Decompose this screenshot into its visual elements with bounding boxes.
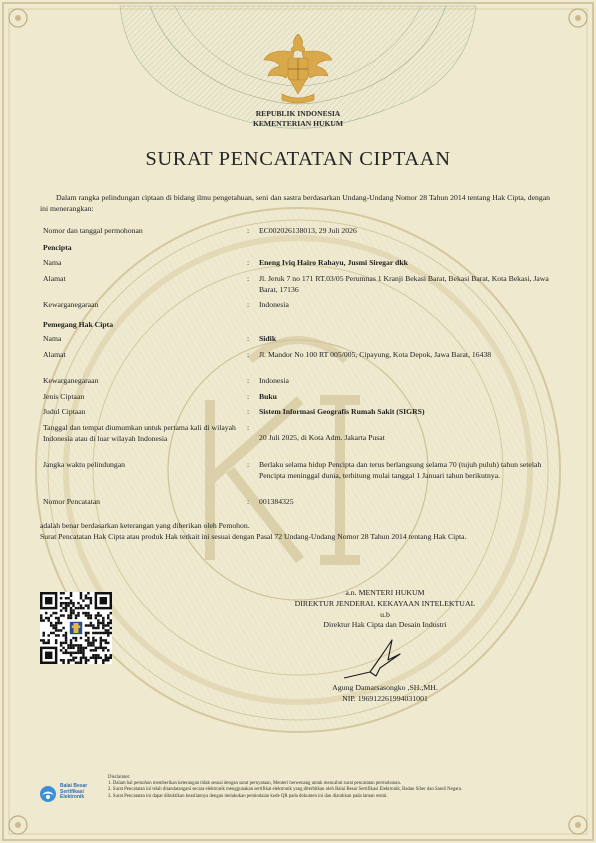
work-period-label: Jangka waktu pelindungan	[43, 460, 125, 469]
holder-nationality-value: Indonesia	[259, 376, 289, 385]
signatory-name: Agung Damarsasongko ,SH.,MH.	[332, 683, 438, 692]
document-title: SURAT PENCATATAN CIPTAAN	[145, 148, 451, 170]
note-3: 3. Surat Pencatatan ini dapat dibuktikan keasliannya dengan melakukan pemindaian kode QR pada dokumen ini dan diarahkan pada laman resmi.	[108, 793, 388, 799]
legal-basis-statement: Surat Pencatatan Hak Cipta atau produk Hak terkait ini sesuai dengan Pasal 72 Undang-Undang Nomor 28 Tahun 2014 tentang Hak Cipta.	[40, 532, 467, 541]
holder-name-value: Sidik	[259, 334, 277, 343]
signatory-nip: NIP. 196912261994031001	[342, 694, 428, 703]
signature-scribble-icon	[340, 632, 420, 682]
note-2: 2. Surat Pencatatan ini telah ditandatangani secara elektronik menggunakan sertifikat elektronik yang diterbitkan oleh Balai Besar Sertifikasi Elektronik, Badan Siber dan Sandi Negara.	[108, 787, 463, 793]
intro-paragraph: Dalam rangka pelindungan ciptaan di bidang ilmu pengetahuan, seni dan sastra berdasarkan Undang-Undang Nomor 28 Tahun 2014 tentang Hak Cipta, dengan ini menerangkan:	[40, 193, 550, 213]
record-number-value: 001384325	[259, 497, 294, 506]
work-type-value: Buku	[259, 392, 277, 401]
qr-code-icon[interactable]	[40, 592, 112, 664]
creator-address-label: Alamat	[43, 274, 66, 283]
note-1: 1. Dalam hal pemohon memberikan keterangan tidak sesuai dengan surat pernyataan, Menteri berwenang untuk mencabut surat pencatatan permohonan.	[108, 781, 402, 787]
record-number-label: Nomor Pencatatan	[43, 497, 100, 506]
work-announce-value: 20 Juli 2025, di Kota Adm. Jakarta Pusat	[259, 433, 385, 442]
creator-heading: Pencipta	[43, 243, 72, 252]
creator-address-value: Jl. Jeruk 7 no 171 RT.03/05 Perumnas 1 Kranji Bekasi Barat, Bekasi Barat, Kota Bekasi, Jawa Barat, 17136	[259, 274, 549, 294]
holder-heading: Pemegang Hak Cipta	[43, 320, 114, 329]
signature-director-general: DIREKTUR JENDERAL KEKAYAAN INTELEKTUAL	[294, 599, 476, 608]
holder-address-value: Jl. Mandor No 100 RT 005/005, Cipayung, Kota Depok, Jawa Barat, 16438	[259, 350, 492, 359]
application-label: Nomor dan tanggal permohonan	[43, 226, 143, 235]
signature-on-behalf: a.n. MENTERI HUKUM	[345, 588, 425, 597]
certificate-page: REPUBLIK INDONESIA KEMENTERIAN HUKUM SURAT PENCATATAN CIPTAAN Dalam rangka pelindungan ciptaan di bidang ilmu pengetahuan, seni dan sastra berdasarkan Undang-Undang Nomor 28 Tahun 2014 tentang Hak Cipta, dengan ini menerangkan: Nomor dan tanggal permohonan : EC002026138013, 29 Juli 2026 Pencipta Nama : Eneng Iviq Hairo Rahayu, Jusmi Siregar dkk Alamat : Jl. Jeruk 7 no 171 RT.03/05 Perumnas 1 Kranji Bekasi Barat, Bekasi Barat, Kota Bekasi, Jawa Barat, 17136 Kewarganegaraan : Indonesia Pemegang Hak Cipta Nama : Sidik Alamat : Jl. Mandor No 100 RT 005/005, Cipayung, Kota Depok, Jawa Barat, 16438 Kewarganegaraan : Indonesia Jenis Ciptaan : Buku Judul Ciptaan : Sistem Informasi Geografis Rumah Sakit (SIGRS) Tanggal dan tempat diumumkan untuk pertama kali di wilayah Indonesia atau di luar wilayah Indonesia : 20 Juli 2025, di Kota Adm. Jakarta Pusat Jangka waktu pelindungan : Berlaku selama hidup Pencipta dan terus berlangsung selama 70 (tujuh puluh) tahun setelah Pencipta meninggal dunia, terhitung mulai tanggal 1 Januari tahun berikutnya. Nomor Pencatatan : 001384325 adalah benar berdasarkan keterangan yang diberikan oleh Pemohon. Surat Pencatatan Hak Cipta atau produk Hak terkait ini sesuai dengan Pasal 72 Undang-Undang Nomor 28 Tahun 2014 tentang Hak Cipta. a.n. MENTERI HUKUM DIREKTUR JENDERAL KEKAYAAN INTELEKTUAL u.b Direktur Hak Cipta dan Desain Industri Agung Damarsasongko ,SH.,MH. NIP. 196912261994031001 Balai Besar Sertifikasi Elektronik Disclaimer: 1. Dalam hal pemohon memberikan keterangan tidak sesuai dengan surat pernyataan, Menteri berwenang untuk mencabut surat pencatatan permohonan. 2. Surat Pencatatan ini telah ditandatangani secara elektronik menggunakan sertifikat elektronik yang diterbitkan oleh Balai Besar Sertifikasi Elektronik, Badan Siber dan Sandi Negara. 3. Surat Pencatatan ini dapat dibuktikan keasliannya dengan melakukan pemindaian kode QR pada dokumen ini dan diarahkan pada laman resmi.	[0, 0, 596, 843]
holder-name-label: Nama	[43, 334, 62, 343]
creator-nationality-label: Kewarganegaraan	[43, 300, 99, 309]
footer-notes	[108, 775, 568, 800]
work-period-value: Berlaku selama hidup Pencipta dan terus berlangsung selama 70 (tujuh puluh) tahun setelah Pencipta meninggal dunia, terhitung mulai tanggal 1 Januari tahun berikutnya.	[259, 460, 542, 480]
creator-name-value: Eneng Iviq Hairo Rahayu, Jusmi Siregar dkk	[259, 258, 408, 267]
bsre-label: Balai Besar Sertifikasi Elektronik	[60, 783, 88, 801]
country-name: REPUBLIK INDONESIA	[255, 109, 341, 118]
creator-name-label: Nama	[43, 258, 62, 267]
holder-address-label: Alamat	[43, 350, 66, 359]
work-type-label: Jenis Ciptaan	[43, 392, 85, 401]
bsre-logo-icon	[38, 784, 60, 804]
holder-nationality-label: Kewarganegaraan	[43, 376, 99, 385]
signature-director: Direktur Hak Cipta dan Desain Industri	[323, 620, 447, 629]
work-title-value: Sistem Informasi Geografis Rumah Sakit (SIGRS)	[259, 407, 425, 416]
garuda-emblem-icon	[262, 30, 334, 108]
ministry-name: KEMENTERIAN HUKUM	[252, 119, 344, 128]
work-announce-label: Tanggal dan tempat diumumkan untuk pertama kali di wilayah Indonesia atau di luar wilayah Indonesia	[43, 423, 236, 443]
notes-title: Disclaimer:	[108, 775, 131, 780]
work-title-label: Judul Ciptaan	[43, 407, 86, 416]
creator-nationality-value: Indonesia	[259, 300, 289, 309]
application-value: EC002026138013, 29 Juli 2026	[259, 226, 357, 235]
closing-statement: adalah benar berdasarkan keterangan yang diberikan oleh Pemohon.	[40, 521, 250, 530]
signature-ub: u.b	[380, 610, 390, 619]
